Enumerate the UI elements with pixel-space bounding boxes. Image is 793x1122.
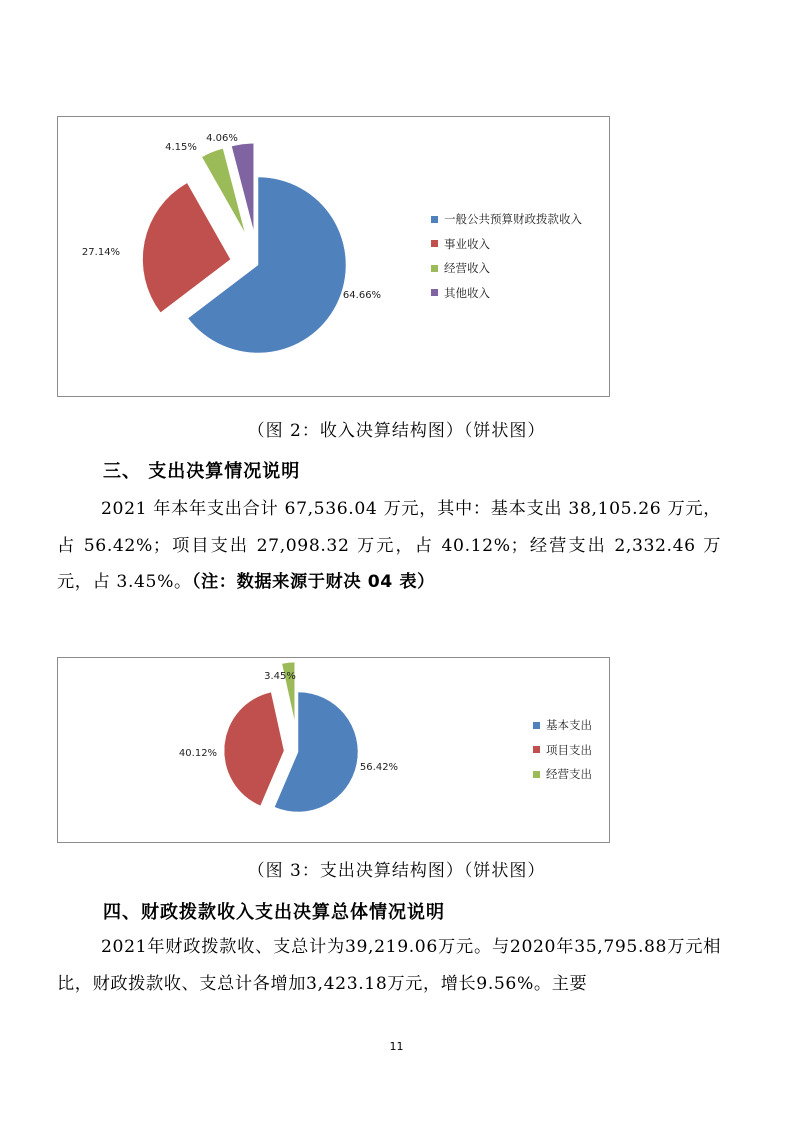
legend-item-operating-expense [533, 762, 592, 787]
legend-item-basic [533, 713, 592, 738]
section-3-paragraph [57, 491, 721, 601]
legend-label: 经营收入 [444, 261, 490, 276]
pie-slice-1 [143, 183, 231, 313]
pie-label-3: 4.06% [206, 133, 238, 144]
legend-swatch [431, 265, 438, 272]
legend-label: 其他收入 [444, 285, 490, 300]
legend-item-business [431, 232, 582, 257]
expenditure-pie-svg [58, 658, 609, 842]
legend-swatch [431, 216, 438, 223]
legend-swatch [533, 771, 540, 778]
section-4-paragraph: 2021年财政拨款收、支总计为39,219.06万元。与2020年35,795.88万元相比，财政拨款收、支总计各增加3,423.18万元，增长9.56%。主要 [57, 937, 721, 994]
pie-label-2: 3.45% [264, 671, 296, 682]
legend-swatch [533, 746, 540, 753]
pie-slice-1 [224, 692, 284, 806]
data-source-note: （注：数据来源于财决 04 表） [191, 572, 435, 592]
legend-label: 经营支出 [546, 767, 592, 782]
pie-label-0: 64.66% [342, 290, 382, 301]
legend-swatch [533, 722, 540, 729]
legend-item-operating [431, 256, 582, 281]
legend-label: 一般公共预算财政拨款收入 [444, 212, 582, 227]
legend-item-general-budget [431, 207, 582, 232]
pie-label-2: 4.15% [165, 142, 197, 153]
pie-slice-0 [274, 692, 358, 812]
pie-label-1: 27.14% [81, 247, 121, 258]
income-pie-chart [57, 116, 610, 397]
legend-label: 项目支出 [546, 742, 592, 757]
legend-swatch [431, 240, 438, 247]
legend-label: 基本支出 [546, 718, 592, 733]
expenditure-pie-chart [57, 657, 610, 843]
legend-label: 事业收入 [444, 236, 490, 251]
income-legend [431, 207, 582, 305]
pie-slice-3 [231, 143, 253, 231]
figure-2-caption: （图 2：收入决算结构图）（饼状图） [247, 421, 546, 441]
legend-swatch [431, 289, 438, 296]
page-number: 11 [389, 1040, 404, 1053]
section-3-heading: 三、 支出决算情况说明 [103, 461, 301, 482]
pie-label-0: 56.42% [359, 762, 399, 773]
section-3-text: 2021 年本年支出合计 67,536.04 万元，其中：基本支出 38,105.26 万元，占 56.42%；项目支出 27,098.32 万元，占 40.12%；经营支出 2,332.46 万元，占 3.45%。 [57, 499, 721, 592]
figure-3-caption: （图 3：支出决算结构图）（饼状图） [247, 861, 546, 881]
legend-item-other [431, 281, 582, 306]
legend-item-project [533, 738, 592, 763]
pie-label-1: 40.12% [178, 748, 218, 759]
section-4-heading: 四、财政拨款收入支出决算总体情况说明 [103, 902, 445, 923]
expenditure-legend [533, 713, 592, 787]
